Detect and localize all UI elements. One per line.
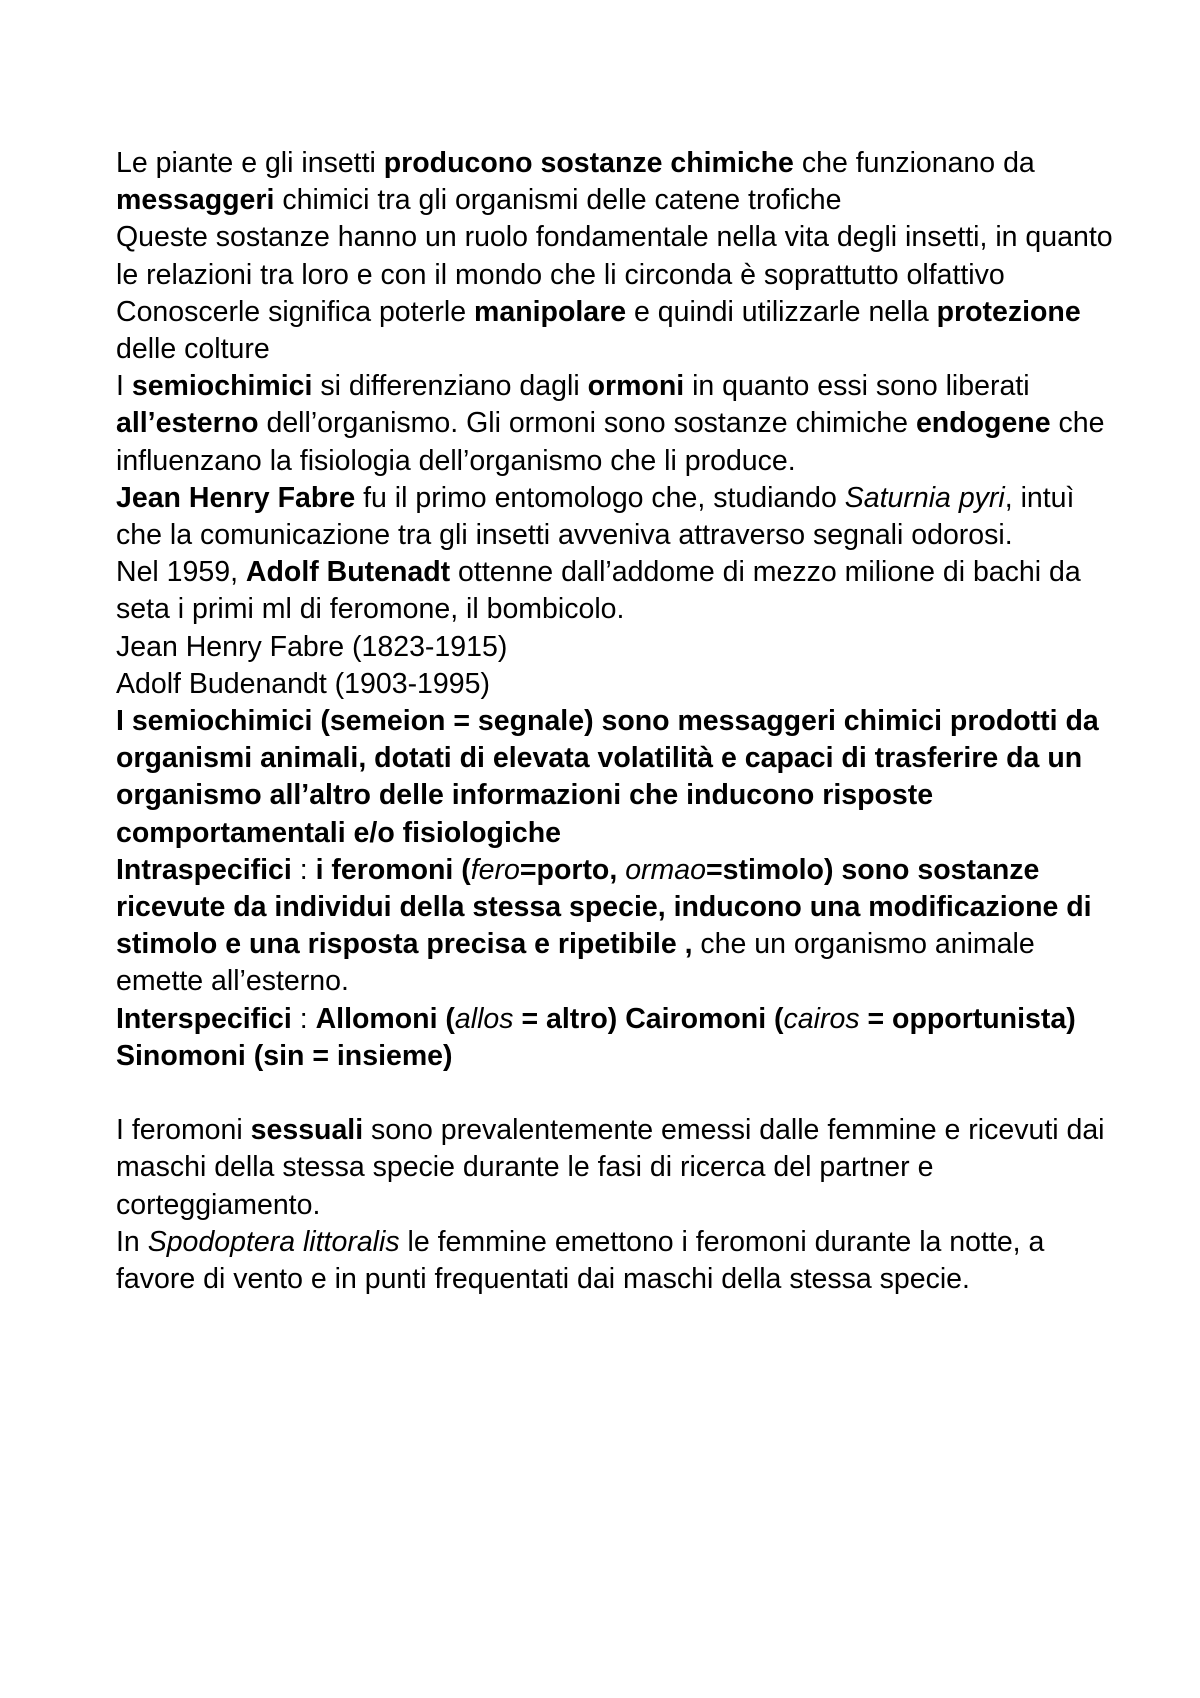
text-run: I feromoni xyxy=(116,1114,251,1147)
text-run: e quindi utilizzarle nella xyxy=(626,295,937,328)
text-run: le femmine emettono i feromoni durante la notte, a favore di vento e in punti frequentati dai maschi della stessa specie. xyxy=(116,1225,1045,1296)
text-run: : xyxy=(291,853,316,886)
italic-text: cairos xyxy=(783,1002,860,1035)
document-body xyxy=(116,145,1116,1298)
bold-text: all’esterno xyxy=(116,407,259,440)
bold-text: =porto, xyxy=(519,853,626,886)
text-run: sono prevalentemente emessi dalle femmine e ricevuti dai maschi della stessa specie durante le fasi di ricerca del partner e corteggiamento. xyxy=(116,1114,1105,1221)
text-run: chimici tra gli organismi delle catene trofiche xyxy=(274,184,842,217)
paragraph xyxy=(116,554,1116,628)
text-run: Adolf Budenandt (1903-1995) xyxy=(116,667,490,700)
bold-text: Adolf Butenadt xyxy=(245,556,451,589)
bold-text: protezione xyxy=(936,295,1081,328)
text-run: Le piante e gli insetti xyxy=(116,147,384,179)
text-run: si differenziano dagli xyxy=(312,370,588,403)
text-run: ottenne dall’addome di mezzo milione di bachi da seta i primi ml di feromone, il bombicolo. xyxy=(116,556,1081,626)
bold-text: sessuali xyxy=(250,1114,364,1147)
text-run: I xyxy=(116,370,132,403)
text-run: Conoscerle significa poterle xyxy=(116,295,475,328)
blank-line xyxy=(116,1075,1116,1112)
bold-text: =stimolo) sono sostanze ricevute da individui della stessa specie, inducono una modificazione di stimolo e una risposta precisa e ripetibile , xyxy=(116,853,1092,961)
paragraph xyxy=(116,629,1116,666)
text-run: che un organismo animale emette all’esterno. xyxy=(116,928,1035,998)
text-run: delle colture xyxy=(116,333,270,366)
bold-text: Jean Henry Fabre xyxy=(116,481,356,514)
paragraph xyxy=(116,480,1116,554)
bold-text: Allomoni ( xyxy=(315,1002,455,1035)
paragraph xyxy=(116,219,1116,293)
bold-text: manipolare xyxy=(474,295,627,328)
text-run: Queste sostanze hanno un ruolo fondamentale nella vita degli insetti, in quanto le relazioni tra loro e con il mondo che li circonda è soprattutto olfattivo xyxy=(116,221,1113,291)
paragraph xyxy=(116,852,1116,1001)
text-run: In xyxy=(116,1225,148,1258)
bold-text: Interspecifici xyxy=(116,1002,292,1035)
paragraph xyxy=(116,703,1116,852)
paragraph xyxy=(116,294,1116,368)
paragraph xyxy=(116,666,1116,703)
italic-text: Spodoptera littoralis xyxy=(147,1225,400,1258)
text-run: dell’organismo. Gli ormoni sono sostanze chimiche xyxy=(258,407,916,440)
text-run: : xyxy=(291,1002,316,1035)
paragraph xyxy=(116,1112,1116,1224)
paragraph xyxy=(116,145,1116,219)
bold-text: = opportunista) Sinomoni (sin = insieme) xyxy=(116,1002,1076,1072)
paragraph xyxy=(116,1001,1116,1075)
bold-text: messaggeri xyxy=(116,184,275,217)
text-run: Nel 1959, xyxy=(116,556,246,589)
bold-text: I semiochimici (semeion = segnale) sono messaggeri chimici prodotti da organismi animali, dotati di elevata volatilità e capaci di trasferire da un organismo all’altro delle informazioni che inducono risposte comportamentali e/o fisiologiche xyxy=(116,705,1099,849)
paragraph xyxy=(116,1224,1116,1298)
text-run: fu il primo entomologo che, studiando xyxy=(355,481,845,514)
italic-text: fero xyxy=(470,853,520,886)
italic-text: ormao xyxy=(625,853,706,886)
text-run: che funzionano da xyxy=(793,147,1035,179)
bold-text: = altro) Cairomoni ( xyxy=(513,1002,784,1035)
text-run: Jean Henry Fabre (1823-1915) xyxy=(116,630,508,663)
italic-text: allos xyxy=(454,1002,514,1035)
italic-text: Saturnia pyri xyxy=(844,481,1005,514)
text-run: in quanto essi sono liberati xyxy=(684,370,1030,403)
bold-text: ormoni xyxy=(587,370,685,403)
bold-text: Intraspecifici xyxy=(116,853,292,886)
bold-text: producono sostanze chimiche xyxy=(383,147,794,179)
bold-text: i feromoni ( xyxy=(315,853,471,886)
bold-text: endogene xyxy=(915,407,1051,440)
bold-text: semiochimici xyxy=(131,370,313,403)
paragraph xyxy=(116,368,1116,480)
text-run: , intuì che la comunicazione tra gli insetti avveniva attraverso segnali odorosi. xyxy=(116,481,1075,552)
text-run: che influenzano la fisiologia dell’organismo che li produce. xyxy=(116,407,1105,477)
